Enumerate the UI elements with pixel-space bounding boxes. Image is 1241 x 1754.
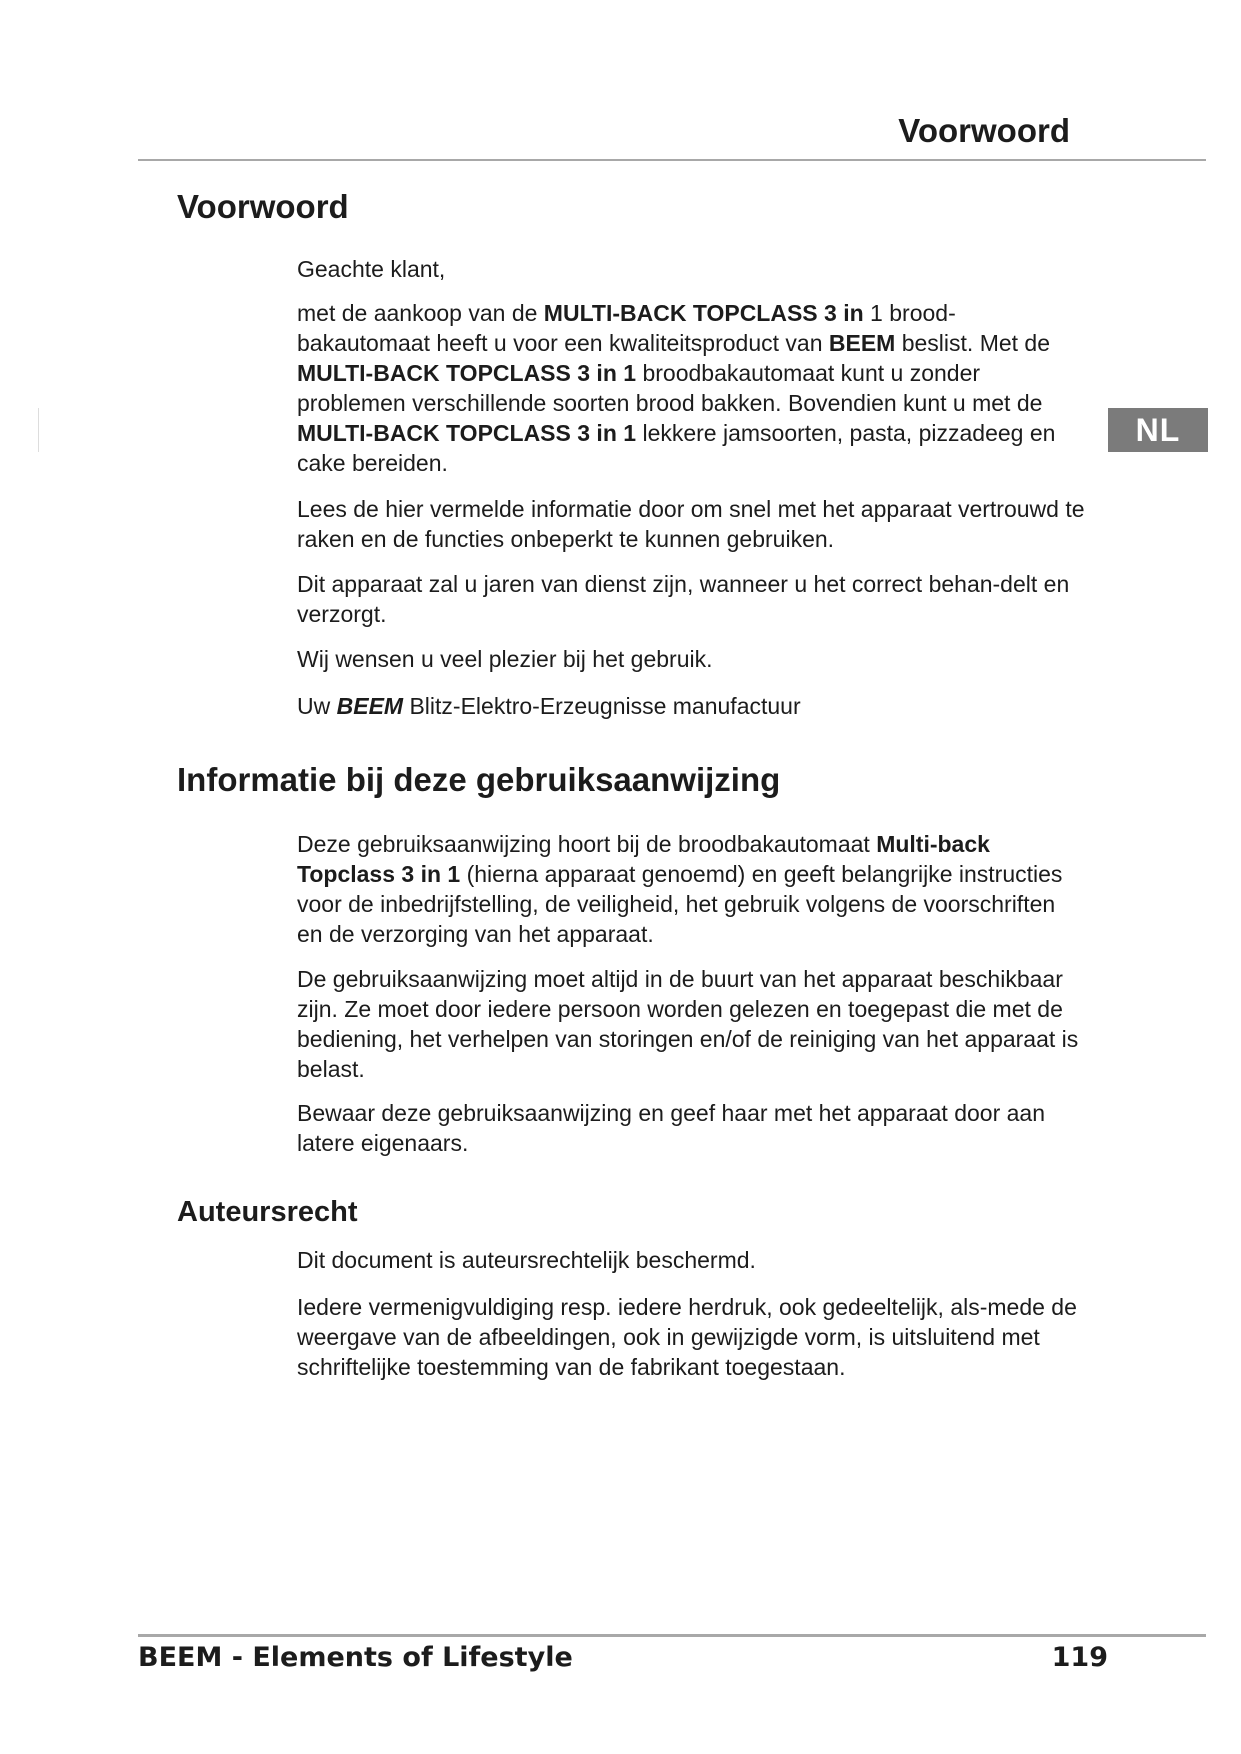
intro-text-5: lekkere jamsoorten, pasta, pizzadeeg en cake bereiden.: [297, 420, 1056, 476]
product-name: Multi-back Topclass 3 in 1: [297, 831, 990, 887]
service-paragraph: Dit apparaat zal u jaren van dienst zijn, wanneer u het correct behan-delt en verzorgt.: [297, 571, 1070, 627]
info-text-2: (hierna apparaat genoemd) en geeft belangrijke instructies voor de inbedrijfstelling, de veiligheid, het gebruik volgens de voorschriften en de verzorging van het apparaat.: [297, 861, 1063, 947]
info-text-1: Deze gebruiksaanwijzing hoort bij de broodbakautomaat: [297, 831, 877, 857]
signature-brand: BEEM: [336, 693, 404, 719]
footer-brand: BEEM - Elements of Lifestyle: [138, 1642, 573, 1673]
language-tab-nl: NL: [1108, 408, 1208, 452]
wish-paragraph: Wij wensen u veel plezier bij het gebruik.: [297, 646, 713, 672]
signature-prefix: Uw: [297, 693, 337, 719]
info-paragraph-1: [297, 829, 1087, 949]
signature-company: Blitz-Elektro-Erzeugnisse manufactuur: [403, 693, 801, 719]
read-info-paragraph: Lees de hier vermelde informatie door om snel met het apparaat vertrouwd te raken en de functies onbeperkt te kunnen gebruiken.: [297, 496, 1085, 552]
header-rule: [138, 159, 1206, 161]
running-header-title: Voorwoord: [898, 112, 1070, 149]
section-heading-informatie: Informatie bij deze gebruiksaanwijzing: [177, 761, 781, 798]
greeting-paragraph: Geachte klant,: [297, 256, 446, 282]
intro-text-3: beslist. Met de: [895, 330, 1051, 356]
section-heading-voorwoord: Voorwoord: [177, 188, 349, 225]
info-paragraph-3: Bewaar deze gebruiksaanwijzing en geef haar met het apparaat door aan latere eigenaars.: [297, 1100, 1045, 1156]
info-paragraph-2: De gebruiksaanwijzing moet altijd in de buurt van het apparaat beschikbaar zijn. Ze moet door iedere persoon worden gelezen en toegepast die met de bediening, het verhelpen van storingen en/of de reiniging van het apparaat is belast.: [297, 966, 1079, 1082]
copyright-paragraph-2: Iedere vermenigvuldiging resp. iedere herdruk, ook gedeeltelijk, als-mede de weergave van de afbeeldingen, ook in gewijzigde vorm, is uitsluitend met schriftelijke toestemming van de fabrikant toegestaan.: [297, 1294, 1077, 1380]
product-name: MULTI-BACK TOPCLASS 3 in 1: [297, 420, 637, 446]
product-name: MULTI-BACK TOPCLASS 3 in 1: [297, 360, 637, 386]
brand-name: BEEM: [828, 330, 896, 356]
intro-paragraph: [297, 298, 1087, 478]
footer-rule: [138, 1634, 1206, 1637]
margin-mark: [38, 408, 39, 452]
intro-text-1: met de aankoop van de: [297, 300, 544, 326]
copyright-paragraph-1: Dit document is auteursrechtelijk beschermd.: [297, 1247, 756, 1273]
signature-paragraph: [297, 691, 1087, 721]
section-heading-auteursrecht: Auteursrecht: [177, 1196, 358, 1228]
product-name: MULTI-BACK TOPCLASS 3 in: [543, 300, 864, 326]
page-number: 119: [1051, 1642, 1108, 1673]
intro-text-2: 1 brood-bakautomaat heeft u voor een kwaliteitsproduct van: [297, 300, 956, 356]
intro-text-4: broodbakautomaat kunt u zonder problemen verschillende soorten brood bakken. Bovendien kunt u met de: [297, 360, 1043, 416]
